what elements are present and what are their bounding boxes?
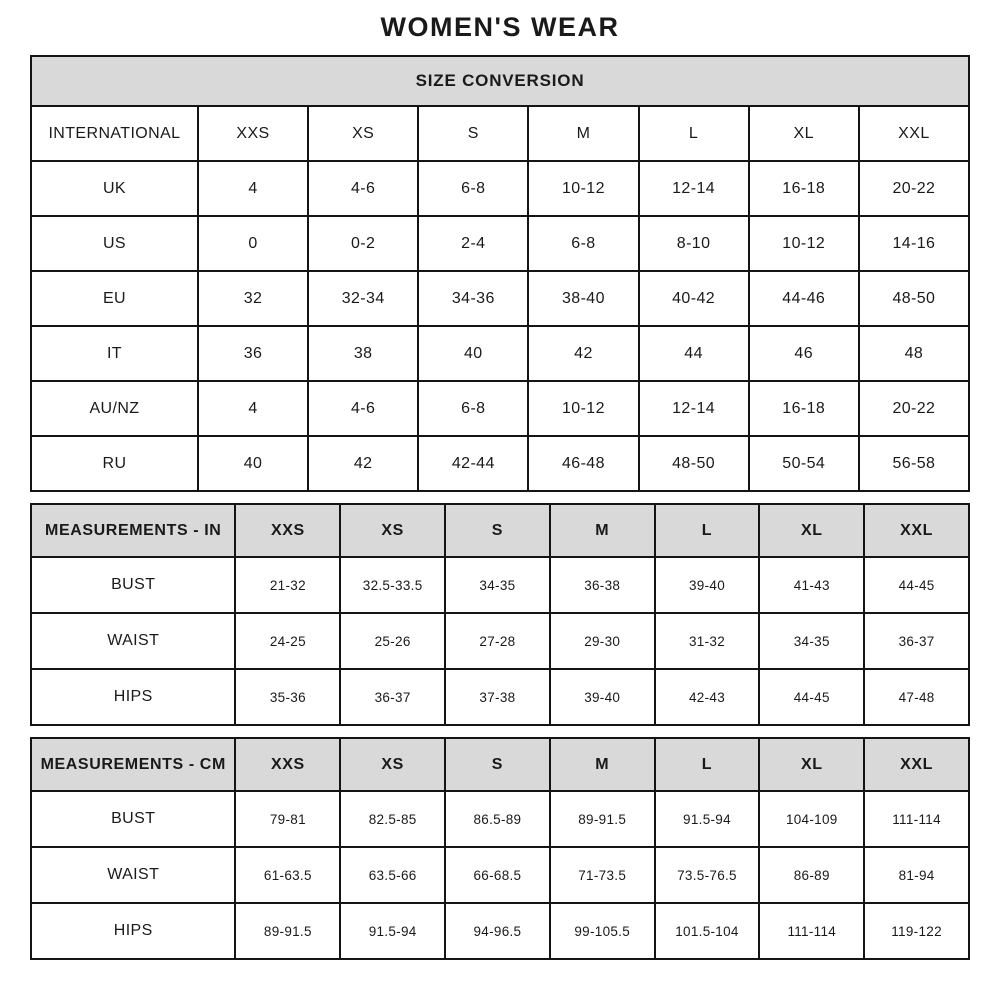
value-cell: 89-91.5 bbox=[550, 791, 655, 847]
measurements-cm-header-cell: XL bbox=[759, 738, 864, 791]
value-cell: 40-42 bbox=[639, 271, 749, 326]
value-cell: 38 bbox=[308, 326, 418, 381]
value-cell: 20-22 bbox=[859, 381, 969, 436]
table-row bbox=[31, 557, 969, 613]
value-cell: 25-26 bbox=[340, 613, 445, 669]
measurements-cm-header-cell: S bbox=[445, 738, 550, 791]
value-cell: 42 bbox=[308, 436, 418, 491]
row-label: WAIST bbox=[31, 847, 235, 903]
value-cell: 86-89 bbox=[759, 847, 864, 903]
value-cell: 42-43 bbox=[655, 669, 760, 725]
value-cell: 6-8 bbox=[418, 161, 528, 216]
value-cell: 29-30 bbox=[550, 613, 655, 669]
size-header-cell: L bbox=[639, 106, 749, 161]
value-cell: 119-122 bbox=[864, 903, 969, 959]
value-cell: 86.5-89 bbox=[445, 791, 550, 847]
value-cell: 32-34 bbox=[308, 271, 418, 326]
value-cell: 40 bbox=[198, 436, 308, 491]
value-cell: 16-18 bbox=[749, 381, 859, 436]
value-cell: 63.5-66 bbox=[340, 847, 445, 903]
measurements-in-header-cell: XXS bbox=[235, 504, 340, 557]
value-cell: 24-25 bbox=[235, 613, 340, 669]
value-cell: 42 bbox=[528, 326, 638, 381]
row-label: HIPS bbox=[31, 669, 235, 725]
value-cell: 4 bbox=[198, 381, 308, 436]
value-cell: 16-18 bbox=[749, 161, 859, 216]
value-cell: 6-8 bbox=[528, 216, 638, 271]
value-cell: 56-58 bbox=[859, 436, 969, 491]
value-cell: 21-32 bbox=[235, 557, 340, 613]
value-cell: 31-32 bbox=[655, 613, 760, 669]
value-cell: 111-114 bbox=[759, 903, 864, 959]
value-cell: 10-12 bbox=[749, 216, 859, 271]
table-row bbox=[31, 847, 969, 903]
row-label: IT bbox=[31, 326, 198, 381]
size-conversion-table bbox=[30, 55, 970, 492]
value-cell: 4-6 bbox=[308, 381, 418, 436]
measurements-in-header-cell: XXL bbox=[864, 504, 969, 557]
value-cell: 14-16 bbox=[859, 216, 969, 271]
value-cell: 73.5-76.5 bbox=[655, 847, 760, 903]
value-cell: 82.5-85 bbox=[340, 791, 445, 847]
row-label: UK bbox=[31, 161, 198, 216]
table-row bbox=[31, 216, 969, 271]
value-cell: 20-22 bbox=[859, 161, 969, 216]
table-row bbox=[31, 161, 969, 216]
value-cell: 44-46 bbox=[749, 271, 859, 326]
page-title: WOMEN'S WEAR bbox=[380, 12, 620, 42]
value-cell: 91.5-94 bbox=[655, 791, 760, 847]
value-cell: 39-40 bbox=[655, 557, 760, 613]
row-label: EU bbox=[31, 271, 198, 326]
value-cell: 111-114 bbox=[864, 791, 969, 847]
measurements-in-header-cell: XL bbox=[759, 504, 864, 557]
size-conversion-banner: SIZE CONVERSION bbox=[31, 56, 969, 106]
value-cell: 91.5-94 bbox=[340, 903, 445, 959]
size-header-cell: XXS bbox=[198, 106, 308, 161]
value-cell: 99-105.5 bbox=[550, 903, 655, 959]
banner-row bbox=[31, 56, 969, 106]
value-cell: 41-43 bbox=[759, 557, 864, 613]
value-cell: 48-50 bbox=[639, 436, 749, 491]
value-cell: 38-40 bbox=[528, 271, 638, 326]
table-row bbox=[31, 271, 969, 326]
measurements-cm-header-cell: XXS bbox=[235, 738, 340, 791]
value-cell: 10-12 bbox=[528, 161, 638, 216]
size-header-cell: S bbox=[418, 106, 528, 161]
value-cell: 89-91.5 bbox=[235, 903, 340, 959]
value-cell: 6-8 bbox=[418, 381, 528, 436]
value-cell: 46 bbox=[749, 326, 859, 381]
row-label: BUST bbox=[31, 557, 235, 613]
row-label: US bbox=[31, 216, 198, 271]
row-label: BUST bbox=[31, 791, 235, 847]
table-row bbox=[31, 669, 969, 725]
value-cell: 36 bbox=[198, 326, 308, 381]
table-row bbox=[31, 326, 969, 381]
measurements-in-header-cell: MEASUREMENTS - IN bbox=[31, 504, 235, 557]
table-row bbox=[31, 903, 969, 959]
table-row bbox=[31, 436, 969, 491]
value-cell: 50-54 bbox=[749, 436, 859, 491]
value-cell: 81-94 bbox=[864, 847, 969, 903]
size-header-cell: XL bbox=[749, 106, 859, 161]
value-cell: 27-28 bbox=[445, 613, 550, 669]
measurements-in-header-cell: XS bbox=[340, 504, 445, 557]
table-row bbox=[31, 381, 969, 436]
value-cell: 44-45 bbox=[864, 557, 969, 613]
value-cell: 36-37 bbox=[864, 613, 969, 669]
value-cell: 71-73.5 bbox=[550, 847, 655, 903]
value-cell: 32.5-33.5 bbox=[340, 557, 445, 613]
measurements-cm-header-row bbox=[31, 738, 969, 791]
value-cell: 34-36 bbox=[418, 271, 528, 326]
value-cell: 61-63.5 bbox=[235, 847, 340, 903]
measurements-in-header-cell: M bbox=[550, 504, 655, 557]
value-cell: 37-38 bbox=[445, 669, 550, 725]
value-cell: 48-50 bbox=[859, 271, 969, 326]
value-cell: 44 bbox=[639, 326, 749, 381]
table-row bbox=[31, 791, 969, 847]
size-header-cell: M bbox=[528, 106, 638, 161]
value-cell: 42-44 bbox=[418, 436, 528, 491]
value-cell: 101.5-104 bbox=[655, 903, 760, 959]
value-cell: 32 bbox=[198, 271, 308, 326]
value-cell: 4 bbox=[198, 161, 308, 216]
measurements-in-header-row bbox=[31, 504, 969, 557]
measurements-cm-header-cell: XS bbox=[340, 738, 445, 791]
row-label: HIPS bbox=[31, 903, 235, 959]
value-cell: 44-45 bbox=[759, 669, 864, 725]
value-cell: 0-2 bbox=[308, 216, 418, 271]
size-header-cell: INTERNATIONAL bbox=[31, 106, 198, 161]
table-row bbox=[31, 613, 969, 669]
measurements-in-header-cell: S bbox=[445, 504, 550, 557]
value-cell: 8-10 bbox=[639, 216, 749, 271]
value-cell: 35-36 bbox=[235, 669, 340, 725]
value-cell: 2-4 bbox=[418, 216, 528, 271]
size-header-row bbox=[31, 106, 969, 161]
row-label: RU bbox=[31, 436, 198, 491]
value-cell: 12-14 bbox=[639, 161, 749, 216]
value-cell: 4-6 bbox=[308, 161, 418, 216]
value-cell: 39-40 bbox=[550, 669, 655, 725]
measurements-cm-header-cell: MEASUREMENTS - CM bbox=[31, 738, 235, 791]
measurements-in-header-cell: L bbox=[655, 504, 760, 557]
size-header-cell: XS bbox=[308, 106, 418, 161]
measurements-in-table bbox=[30, 503, 970, 726]
value-cell: 36-38 bbox=[550, 557, 655, 613]
value-cell: 46-48 bbox=[528, 436, 638, 491]
value-cell: 36-37 bbox=[340, 669, 445, 725]
value-cell: 47-48 bbox=[864, 669, 969, 725]
value-cell: 48 bbox=[859, 326, 969, 381]
value-cell: 66-68.5 bbox=[445, 847, 550, 903]
measurements-cm-table bbox=[30, 737, 970, 960]
value-cell: 0 bbox=[198, 216, 308, 271]
value-cell: 34-35 bbox=[759, 613, 864, 669]
size-header-cell: XXL bbox=[859, 106, 969, 161]
row-label: WAIST bbox=[31, 613, 235, 669]
value-cell: 12-14 bbox=[639, 381, 749, 436]
value-cell: 34-35 bbox=[445, 557, 550, 613]
value-cell: 104-109 bbox=[759, 791, 864, 847]
measurements-cm-header-cell: XXL bbox=[864, 738, 969, 791]
measurements-cm-header-cell: L bbox=[655, 738, 760, 791]
value-cell: 94-96.5 bbox=[445, 903, 550, 959]
value-cell: 10-12 bbox=[528, 381, 638, 436]
measurements-cm-header-cell: M bbox=[550, 738, 655, 791]
value-cell: 40 bbox=[418, 326, 528, 381]
row-label: AU/NZ bbox=[31, 381, 198, 436]
value-cell: 79-81 bbox=[235, 791, 340, 847]
